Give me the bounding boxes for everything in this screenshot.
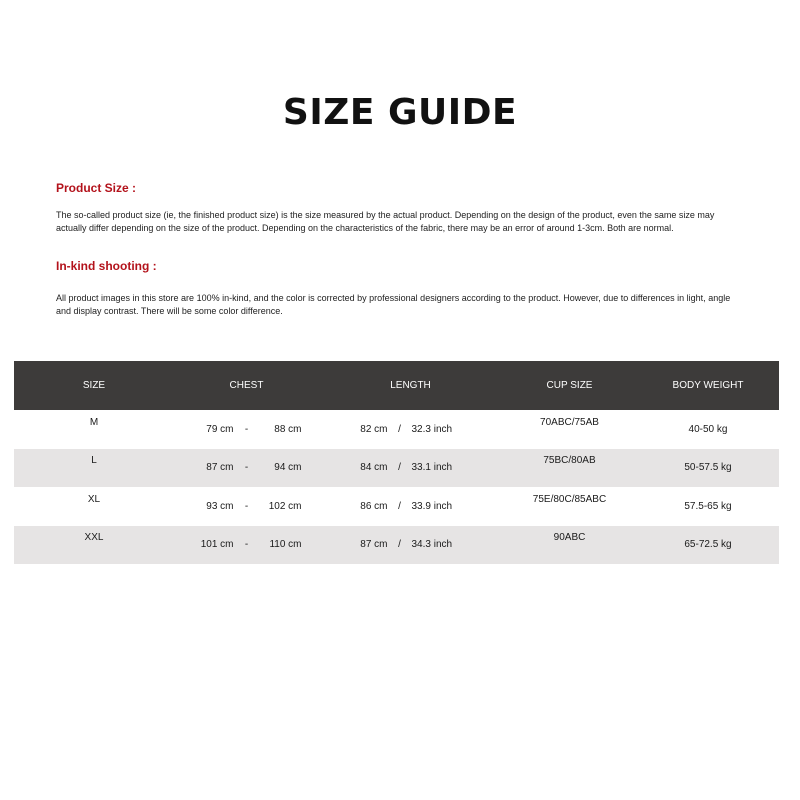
- chest-cell: 101 cm - 110 cm: [174, 526, 319, 565]
- table-row: [14, 526, 779, 565]
- table-row: [14, 410, 779, 449]
- page-title: SIZE GUIDE: [282, 92, 518, 133]
- table-row: [14, 487, 779, 526]
- body-weight-cell: 40-50 kg: [637, 410, 779, 449]
- body-weight-cell: 57.5-65 kg: [637, 487, 779, 526]
- size-cell: M: [14, 410, 174, 449]
- size-cell: XL: [14, 487, 174, 526]
- header-chest: CHEST: [174, 361, 319, 410]
- chest-cell: 87 cm - 94 cm: [174, 449, 319, 488]
- length-cell: 84 cm / 33.1 inch: [319, 449, 502, 488]
- in-kind-shooting-text: All product images in this store are 100% in-kind, and the color is corrected by professional designers according to the product. However, due to differences in light, angle and display contrast. There will be some color difference.: [56, 293, 731, 316]
- chest-cell: 93 cm - 102 cm: [174, 487, 319, 526]
- cup-size-cell: 75E/80C/85ABC: [502, 487, 637, 526]
- size-table: [14, 361, 779, 564]
- body-weight-cell: 65-72.5 kg: [637, 526, 779, 565]
- size-cell: XXL: [14, 526, 174, 565]
- cup-size-cell: 70ABC/75AB: [502, 410, 637, 449]
- table-header-row: [14, 361, 779, 410]
- cup-size-cell: 75BC/80AB: [502, 449, 637, 488]
- length-cell: 87 cm / 34.3 inch: [319, 526, 502, 565]
- length-cell: 82 cm / 32.3 inch: [319, 410, 502, 449]
- size-cell: L: [14, 449, 174, 488]
- header-length: LENGTH: [319, 361, 502, 410]
- table-row: [14, 449, 779, 488]
- chest-cell: 79 cm - 88 cm: [174, 410, 319, 449]
- product-size-heading: Product Size :: [56, 181, 137, 195]
- product-size-text: The so-called product size (ie, the finished product size) is the size measured by the actual product. Depending on the design of the product, even the same size may actually differ depending on the size of the product. Depending on the characteristics of the fabric, there may be an error of around 1-3cm. Both are normal.: [56, 210, 715, 233]
- length-cell: 86 cm / 33.9 inch: [319, 487, 502, 526]
- header-body-weight: BODY WEIGHT: [637, 361, 779, 410]
- header-size: SIZE: [14, 361, 174, 410]
- body-weight-cell: 50-57.5 kg: [637, 449, 779, 488]
- in-kind-shooting-heading: In-kind shooting :: [56, 259, 157, 273]
- header-cup-size: CUP SIZE: [502, 361, 637, 410]
- cup-size-cell: 90ABC: [502, 526, 637, 565]
